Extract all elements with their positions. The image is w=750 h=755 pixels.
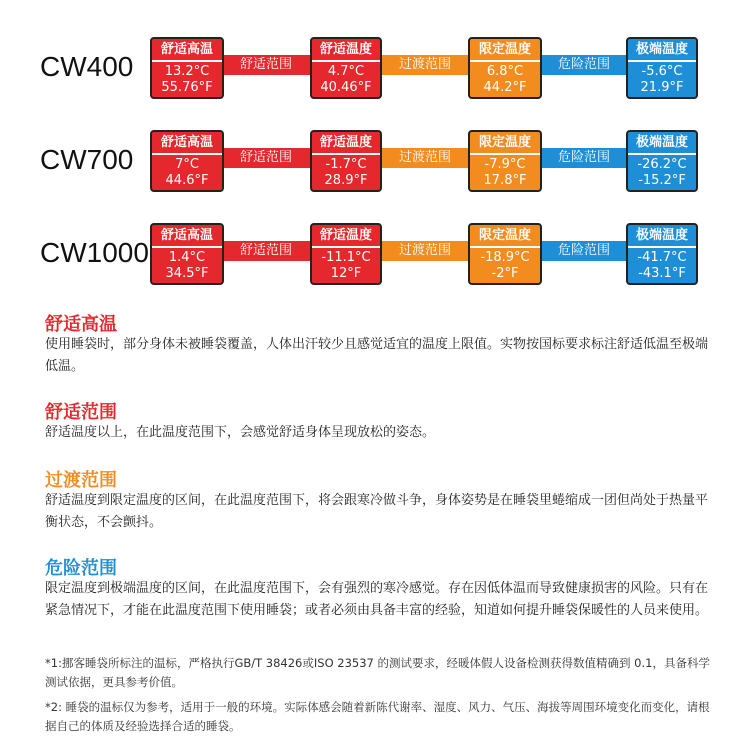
comfort-temp-header: 舒适温度: [312, 39, 380, 62]
extreme-temp-header: 极端温度: [628, 225, 696, 248]
comfort-temp-box: [310, 37, 382, 99]
section-body-danger-range: 限定温度到极端温度的区间，在此温度范围下，会有强烈的寒冷感觉。存在因低体温而导致健康损害的风险。只有在紧急情况下，才能在此温度范围下使用睡袋；或者必须由具备丰富的经验，知道如何提升睡袋保暖性的人员来使用。: [45, 581, 709, 618]
comfort-high-box: [150, 130, 224, 192]
section-body-transition-range: 舒适温度到限定温度的区间，在此温度范围下，将会跟寒冷做斗争，身体姿势是在睡袋里蜷缩成一团但尚处于热量平衡状态，不会颤抖。: [45, 493, 709, 530]
section-title-transition-range: 过渡范围: [45, 470, 117, 491]
model-name: CW400: [40, 51, 134, 82]
comfort-high-celsius: 7°C: [175, 157, 199, 172]
comfort-range-band: 舒适范围: [222, 148, 310, 168]
limit-temp-box: [468, 130, 542, 192]
section-title-comfort-range: 舒适范围: [45, 402, 117, 423]
transition-range-band: 过渡范围: [380, 241, 470, 261]
extreme-temp-celsius: -5.6°C: [641, 64, 683, 79]
limit-temp-celsius: 6.8°C: [486, 64, 524, 79]
extreme-temp-box: [626, 223, 698, 285]
comfort-high-celsius: 13.2°C: [164, 64, 210, 79]
limit-temp-header: 限定温度: [470, 132, 540, 155]
comfort-temp-celsius: -1.7°C: [325, 157, 367, 172]
limit-temp-header: 限定温度: [470, 225, 540, 248]
comfort-temp-box: [310, 223, 382, 285]
comfort-high-header: 舒适高温: [152, 225, 222, 248]
limit-temp-box: [468, 37, 542, 99]
model-name: CW1000: [40, 237, 149, 268]
limit-temp-fahrenheit: 44.2°F: [483, 80, 527, 95]
footnote-2: *2: 睡袋的温标仅为参考，适用于一般的环境。实际体感会随着新陈代谢率、湿度、风力、气压、海拔等周围环境变化而变化，请根据自己的体质及经验选择合适的睡袋。: [45, 700, 710, 733]
comfort-high-header: 舒适高温: [152, 39, 222, 62]
section-title-danger-range: 危险范围: [45, 558, 117, 579]
extreme-temp-fahrenheit: 21.9°F: [640, 80, 684, 95]
comfort-high-celsius: 1.4°C: [168, 250, 206, 265]
model-row-cw400: [0, 37, 750, 99]
comfort-temp-fahrenheit: 12°F: [330, 266, 362, 281]
comfort-temp-fahrenheit: 40.46°F: [320, 80, 372, 95]
extreme-temp-header: 极端温度: [628, 132, 696, 155]
comfort-temp-celsius: 4.7°C: [327, 64, 365, 79]
comfort-high-box: [150, 223, 224, 285]
comfort-high-fahrenheit: 55.76°F: [161, 80, 213, 95]
limit-temp-fahrenheit: -2°F: [491, 266, 519, 281]
danger-range-band: 危险范围: [540, 148, 628, 168]
extreme-temp-box: [626, 37, 698, 99]
comfort-temp-celsius: -11.1°C: [321, 250, 371, 265]
limit-temp-fahrenheit: 17.8°F: [483, 173, 527, 188]
limit-temp-box: [468, 223, 542, 285]
section-body-comfort-high: 使用睡袋时，部分身体未被睡袋覆盖，人体出汗较少且感觉适宜的温度上限值。实物按国标要求标注舒适低温至极端低温。: [45, 337, 709, 374]
limit-temp-celsius: -7.9°C: [484, 157, 526, 172]
extreme-temp-celsius: -26.2°C: [637, 157, 687, 172]
model-name: CW700: [40, 144, 134, 175]
extreme-temp-fahrenheit: -43.1°F: [638, 266, 686, 281]
comfort-high-fahrenheit: 44.6°F: [165, 173, 209, 188]
comfort-high-box: [150, 37, 224, 99]
danger-range-band: 危险范围: [540, 55, 628, 75]
extreme-temp-box: [626, 130, 698, 192]
footnote-1: *1:挪客睡袋所标注的温标，严格执行GB/T 38426或ISO 23537 的测试要求，经暖体假人设备检测获得数值精确到 0.1，具备科学测试依据，更具参考价值。: [45, 656, 710, 689]
comfort-high-fahrenheit: 34.5°F: [165, 266, 209, 281]
model-row-cw1000: [0, 223, 750, 285]
limit-temp-header: 限定温度: [470, 39, 540, 62]
transition-range-band: 过渡范围: [380, 55, 470, 75]
comfort-range-band: 舒适范围: [222, 241, 310, 261]
extreme-temp-celsius: -41.7°C: [637, 250, 687, 265]
extreme-temp-header: 极端温度: [628, 39, 696, 62]
comfort-high-header: 舒适高温: [152, 132, 222, 155]
danger-range-band: 危险范围: [540, 241, 628, 261]
comfort-temp-header: 舒适温度: [312, 132, 380, 155]
comfort-temp-fahrenheit: 28.9°F: [324, 173, 368, 188]
extreme-temp-fahrenheit: -15.2°F: [638, 173, 686, 188]
comfort-temp-header: 舒适温度: [312, 225, 380, 248]
limit-temp-celsius: -18.9°C: [480, 250, 530, 265]
section-body-comfort-range: 舒适温度以上，在此温度范围下，会感觉舒适身体呈现放松的姿态。: [45, 425, 436, 440]
transition-range-band: 过渡范围: [380, 148, 470, 168]
comfort-temp-box: [310, 130, 382, 192]
comfort-range-band: 舒适范围: [222, 55, 310, 75]
section-title-comfort-high: 舒适高温: [45, 314, 117, 335]
model-row-cw700: [0, 130, 750, 192]
